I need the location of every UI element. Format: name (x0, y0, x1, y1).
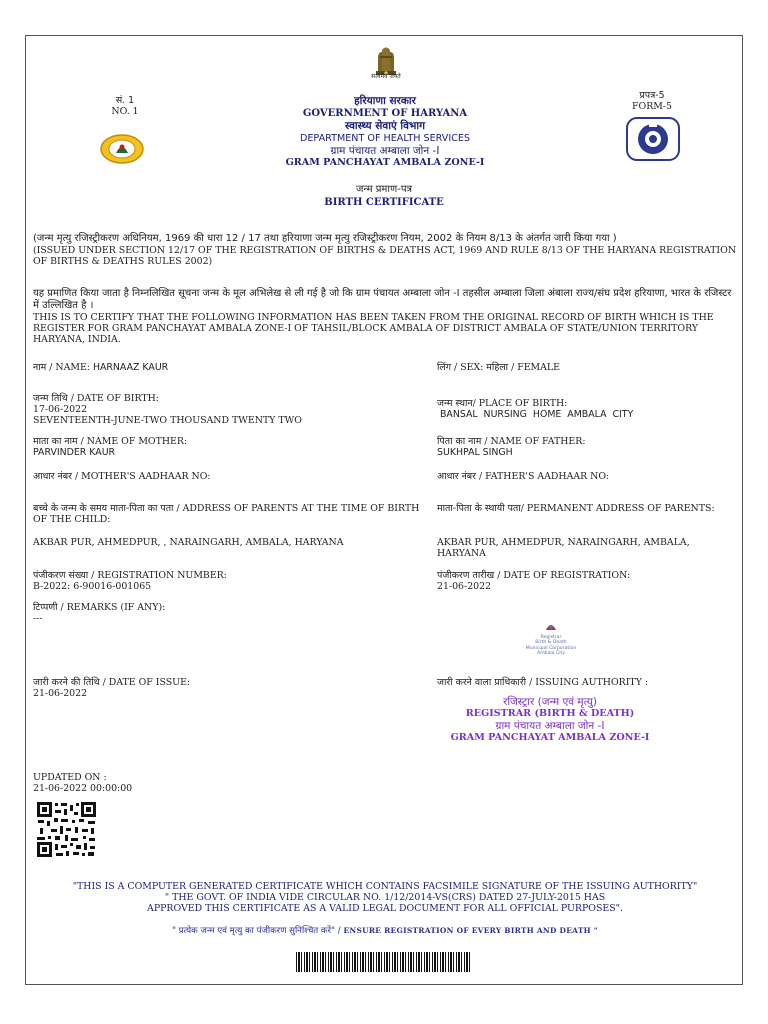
updated-on-value: 21-06-2022 00:00:00 (33, 783, 133, 794)
birth-address-value: AKBAR PUR, AHMEDPUR, , NARAINGARH, AMBALA, HARYANA (33, 537, 344, 548)
mother-aadhaar-field: आधार नंबर / MOTHER'S AADHAAR NO: (33, 471, 211, 482)
dob-words: SEVENTEENTH-JUNE-TWO THOUSAND TWENTY TWO (33, 415, 302, 426)
certificate-title-hindi: जन्म प्रमाण-पत्र (355, 184, 413, 195)
name-field: नाम / NAME: HARNAAZ KAUR (33, 362, 169, 373)
issuing-authority-field: जारी करने वाला प्राधिकारी / ISSUING AUTHORITY : (437, 677, 649, 688)
registrar-hindi: रजिस्ट्रार (जन्म एवं मृत्यु) (503, 696, 597, 708)
registrar-english: REGISTRAR (BIRTH & DEATH) (465, 708, 635, 719)
child-name: HARNAAZ KAUR (92, 362, 169, 373)
dept-english: DEPARTMENT OF HEALTH SERVICES (299, 133, 471, 144)
remarks-field: टिप्पणी / REMARKS (IF ANY): --- (33, 602, 423, 624)
footer-computer-generated: "THIS IS A COMPUTER GENERATED CERTIFICATE WHICH CONTAINS FACSIMILE SIGNATURE OF THE ISSUING AUTHORITY" (72, 881, 698, 892)
birth-address-field: बच्चे के जन्म के समय माता-पिता का पता / ADDRESS OF PARENTS AT THE TIME OF BIRTH OF THE CHILD: AKBAR PUR, AHMEDPUR, , NARAINGARH, AMBALA, HARYANA (33, 503, 423, 548)
registrar-stamp: Registrar Birth & Death Municipal Corporation Ambala City (522, 620, 580, 657)
issued-under-english: (ISSUED UNDER SECTION 12/17 OF THE REGISTRATION OF BIRTHS & DEATHS ACT, 1969 AND RULE 8/13 OF THE HARYANA REGISTRATION OF BIRTHS & DEATHS RULES 2002) (33, 245, 737, 267)
father-aadhaar-field: आधार नंबर / FATHER'S AADHAAR NO: (437, 471, 610, 482)
registration-number-field: पंजीकरण संख्या / REGISTRATION NUMBER: B-2022: 6-90016-001065 (33, 570, 423, 592)
mother-name-field: माता का नाम / NAME OF MOTHER: PARVINDER KAUR (33, 436, 423, 458)
place-of-birth-field: जन्म स्थान/ PLACE OF BIRTH: BANSAL NURSING HOME AMBALA CITY (437, 398, 737, 420)
stamp-emblem-icon (544, 620, 558, 632)
serial-number: NO. 1 (111, 106, 139, 117)
mother-name: PARVINDER KAUR (33, 447, 116, 458)
place-of-birth: BANSAL NURSING HOME AMBALA CITY (437, 409, 634, 420)
registration-number: B-2022: 6-90016-001065 (33, 581, 152, 592)
barcode-icon (296, 952, 472, 972)
permanent-address-value: AKBAR PUR, AHMEDPUR, NARAINGARH, AMBALA, HARYANA (437, 537, 690, 559)
issue-date: 21-06-2022 (33, 688, 88, 699)
issued-under-hindi: (जन्म मृत्यु रजिस्ट्रीकरण अधिनियम, 1969 की धारा 12 / 17 तथा हरियाणा जन्म मृत्यु रजिस्ट्रीकरण नियम, 2002 के नियम 8/13 के अंतर्गत जारी किया गया ) (33, 233, 617, 244)
certify-english: THIS IS TO CERTIFY THAT THE FOLLOWING INFORMATION HAS BEEN TAKEN FROM THE ORIGINAL RECORD OF BIRTH WHICH IS THE REGISTER FOR GRAM PANCHAYAT AMBALA ZONE-I OF TAHSIL/BLOCK AMBALA OF DISTRICT AMBALA OF STATE/UNION TERRITORY HARYANA, INDIA. (33, 312, 714, 345)
form-hindi: प्रपत्र-5 (639, 90, 665, 101)
serial-hindi: सं. 1 (115, 95, 135, 106)
permanent-address-field: माता-पिता के स्थायी पता/ PERMANENT ADDRESS OF PARENTS: AKBAR PUR, AHMEDPUR, NARAINGARH, AMBALA, HARYANA (437, 503, 715, 559)
govt-hindi: हरियाणा सरकार (354, 95, 416, 107)
father-name: SUKHPAL SINGH (437, 447, 513, 458)
health-services-logo-icon (626, 117, 680, 161)
certificate-title: BIRTH CERTIFICATE (324, 197, 444, 208)
dept-hindi: स्वास्थ्य सेवाएं विभाग (344, 120, 425, 132)
footer-slogan: " प्रत्येक जन्म एवं मृत्यु का पंजीकरण सुनिश्चित करें" / ENSURE REGISTRATION OF EVERY BIRTH AND DEATH " (172, 926, 598, 936)
updated-on: UPDATED ON : 21-06-2022 00:00:00 (33, 772, 233, 794)
zone-english: GRAM PANCHAYAT AMBALA ZONE-I (285, 157, 485, 168)
sex-field: लिंग / SEX: महिला / FEMALE (437, 362, 560, 373)
footer-approval: APPROVED THIS CERTIFICATE AS A VALID LEGAL DOCUMENT FOR ALL OFFICIAL PURPOSES". (147, 903, 623, 914)
govt-english: GOVERNMENT OF HARYANA (302, 108, 468, 119)
dob-value: 17-06-2022 (33, 404, 88, 415)
registration-date: 21-06-2022 (437, 581, 492, 592)
haryana-govt-logo-icon (99, 133, 145, 165)
father-name-field: पिता का नाम / NAME OF FATHER: SUKHPAL SINGH (437, 436, 737, 458)
footer-circular: " THE GOVT. OF INDIA VIDE CIRCULAR NO. 1/12/2014-VS(CRS) DATED 27-JULY-2015 HAS (164, 892, 606, 903)
qr-code-icon (36, 801, 97, 858)
remarks-value: --- (33, 613, 43, 624)
issue-date-field: जारी करने की तिथि / DATE OF ISSUE: 21-06-2022 (33, 677, 423, 699)
dob-field: जन्म तिथि / DATE OF BIRTH: 17-06-2022 SEVENTEENTH-JUNE-TWO THOUSAND TWENTY TWO (33, 393, 423, 426)
registrar-zone-english: GRAM PANCHAYAT AMBALA ZONE-I (450, 732, 650, 743)
emblem-motto: सत्यमेव जयते (371, 73, 401, 80)
zone-hindi: ग्राम पंचायत अम्बाला जोन -I (330, 145, 440, 157)
certify-hindi: यह प्रमाणित किया जाता है निम्नलिखित सूचना जन्म के मूल अभिलेख से ली गई है जो कि ग्राम पंचायत अम्बाला जोन -I तहसील अम्बाला जिला अंबाला राज्य/संघ प्रदेश हरियाणा, भारत के रजिस्टर में उल्लिखित है । (33, 288, 732, 311)
form-number: FORM-5 (632, 101, 672, 112)
registration-date-field: पंजीकरण तारीख / DATE OF REGISTRATION: 21-06-2022 (437, 570, 737, 592)
registrar-zone-hindi: ग्राम पंचायत अम्बाला जोन -I (495, 720, 605, 732)
